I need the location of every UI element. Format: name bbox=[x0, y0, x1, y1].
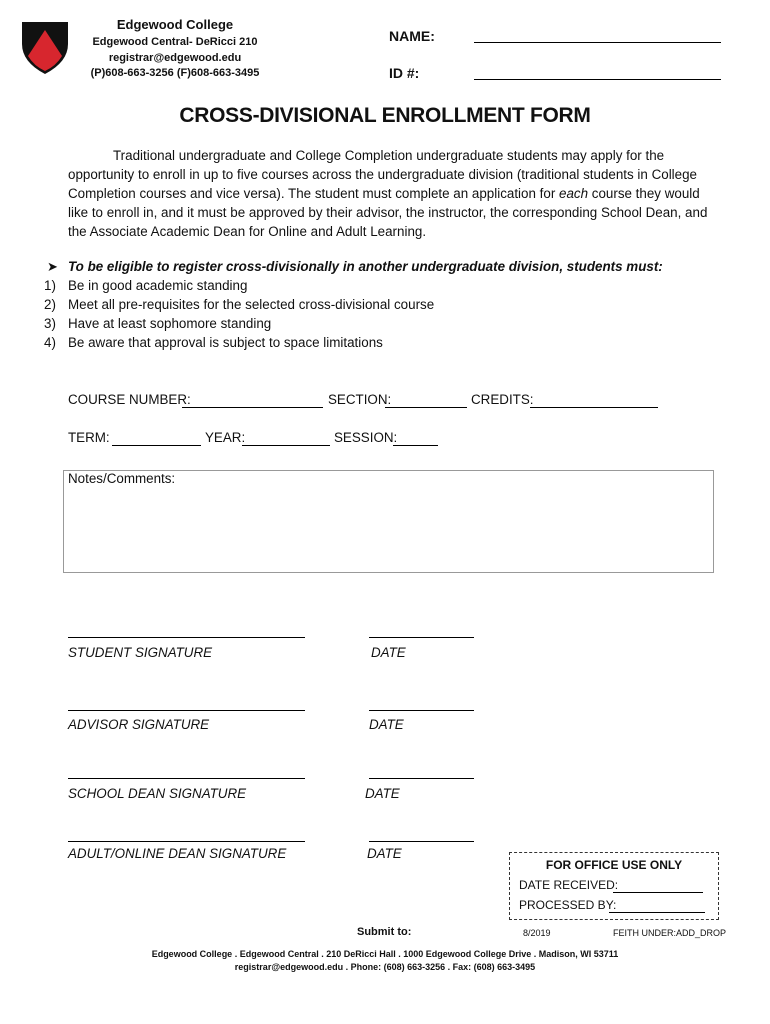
school-dean-date-line[interactable] bbox=[369, 778, 474, 779]
requirement-item: Have at least sophomore standing bbox=[68, 316, 272, 331]
intro-paragraph bbox=[68, 146, 708, 241]
footer-address: Edgewood College . Edgewood Central . 210 DeRicci Hall . 1000 Edgewood College Drive . Madison, WI 53711 bbox=[151, 949, 619, 959]
adult-online-dean-signature-label: ADULT/ONLINE DEAN SIGNATURE bbox=[68, 846, 287, 861]
credits-label: CREDITS: bbox=[471, 392, 534, 407]
submit-to-label: Submit to: bbox=[357, 926, 412, 938]
office-phone-fax: (P)608-663-3256 (F)608-663-3495 bbox=[90, 67, 260, 79]
name-field[interactable] bbox=[474, 42, 721, 43]
office-use-title: FOR OFFICE USE ONLY bbox=[545, 858, 683, 872]
advisor-date-label: DATE bbox=[369, 717, 404, 732]
advisor-date-line[interactable] bbox=[369, 710, 474, 711]
edgewood-logo-icon bbox=[22, 22, 68, 74]
requirement-number: 3) bbox=[44, 316, 56, 331]
student-date-line[interactable] bbox=[369, 637, 474, 638]
section-label: SECTION: bbox=[328, 392, 392, 407]
adult-online-dean-signature-line[interactable] bbox=[68, 841, 305, 842]
year-field[interactable] bbox=[242, 445, 330, 446]
college-name: Edgewood College bbox=[116, 17, 234, 32]
form-title: CROSS-DIVISIONAL ENROLLMENT FORM bbox=[179, 104, 591, 127]
requirement-item: Be aware that approval is subject to space limitations bbox=[68, 335, 383, 350]
requirement-number: 2) bbox=[44, 297, 56, 312]
school-dean-signature-label: SCHOOL DEAN SIGNATURE bbox=[68, 786, 247, 801]
intro-text-1: Traditional undergraduate and College Completion undergraduate students may apply for the opportunity to enroll in up to five courses across the undergraduate division (traditional students in College Completion courses and vice versa). The student must complete an application for bbox=[68, 148, 697, 201]
session-field[interactable] bbox=[393, 445, 438, 446]
school-dean-date-label: DATE bbox=[365, 786, 400, 801]
session-label: SESSION: bbox=[334, 430, 398, 445]
processed-by-field[interactable] bbox=[609, 912, 705, 913]
id-field[interactable] bbox=[474, 79, 721, 80]
footer-contact: registrar@edgewood.edu . Phone: (608) 663-3256 . Fax: (608) 663-3495 bbox=[234, 962, 536, 972]
intro-emphasis: each bbox=[559, 186, 589, 201]
school-dean-signature-line[interactable] bbox=[68, 778, 305, 779]
student-date-label: DATE bbox=[371, 645, 406, 660]
office-location: Edgewood Central- DeRicci 210 bbox=[92, 36, 258, 48]
adult-online-dean-date-line[interactable] bbox=[369, 841, 474, 842]
student-signature-line[interactable] bbox=[68, 637, 305, 638]
requirement-number: 1) bbox=[44, 278, 56, 293]
processed-by-label: PROCESSED BY: bbox=[519, 898, 617, 912]
feith-code: FEITH UNDER:ADD_DROP bbox=[613, 928, 727, 938]
course-number-label: COURSE NUMBER: bbox=[68, 392, 191, 407]
student-signature-label: STUDENT SIGNATURE bbox=[68, 645, 213, 660]
adult-online-dean-date-label: DATE bbox=[367, 846, 402, 861]
advisor-signature-label: ADVISOR SIGNATURE bbox=[68, 717, 210, 732]
requirement-item: Be in good academic standing bbox=[68, 278, 248, 293]
credits-field[interactable] bbox=[530, 407, 658, 408]
date-received-label: DATE RECEIVED: bbox=[519, 878, 619, 892]
requirement-item: Meet all pre-requisites for the selected cross-divisional course bbox=[68, 297, 435, 312]
notes-label: Notes/Comments: bbox=[68, 471, 176, 486]
date-received-field[interactable] bbox=[613, 892, 703, 893]
section-field[interactable] bbox=[385, 407, 467, 408]
requirements-heading: To be eligible to register cross-divisionally in another undergraduate division, students must: bbox=[68, 259, 663, 274]
advisor-signature-line[interactable] bbox=[68, 710, 305, 711]
requirement-number: 4) bbox=[44, 335, 56, 350]
term-field[interactable] bbox=[112, 445, 201, 446]
arrow-bullet-icon: ➤ bbox=[47, 259, 58, 274]
revision-date: 8/2019 bbox=[523, 928, 551, 938]
name-label: NAME: bbox=[389, 28, 435, 44]
year-label: YEAR: bbox=[205, 430, 246, 445]
intro-text-2: course they would like to enroll in, and it must be approved by their advisor, the instructor, the corresponding School Dean, and the Associate Academic Dean for Online and Adult Learning. bbox=[68, 186, 708, 239]
office-email: registrar@edgewood.edu bbox=[108, 52, 242, 64]
term-label: TERM: bbox=[68, 430, 110, 445]
id-label: ID #: bbox=[389, 65, 420, 81]
course-number-field[interactable] bbox=[182, 407, 323, 408]
